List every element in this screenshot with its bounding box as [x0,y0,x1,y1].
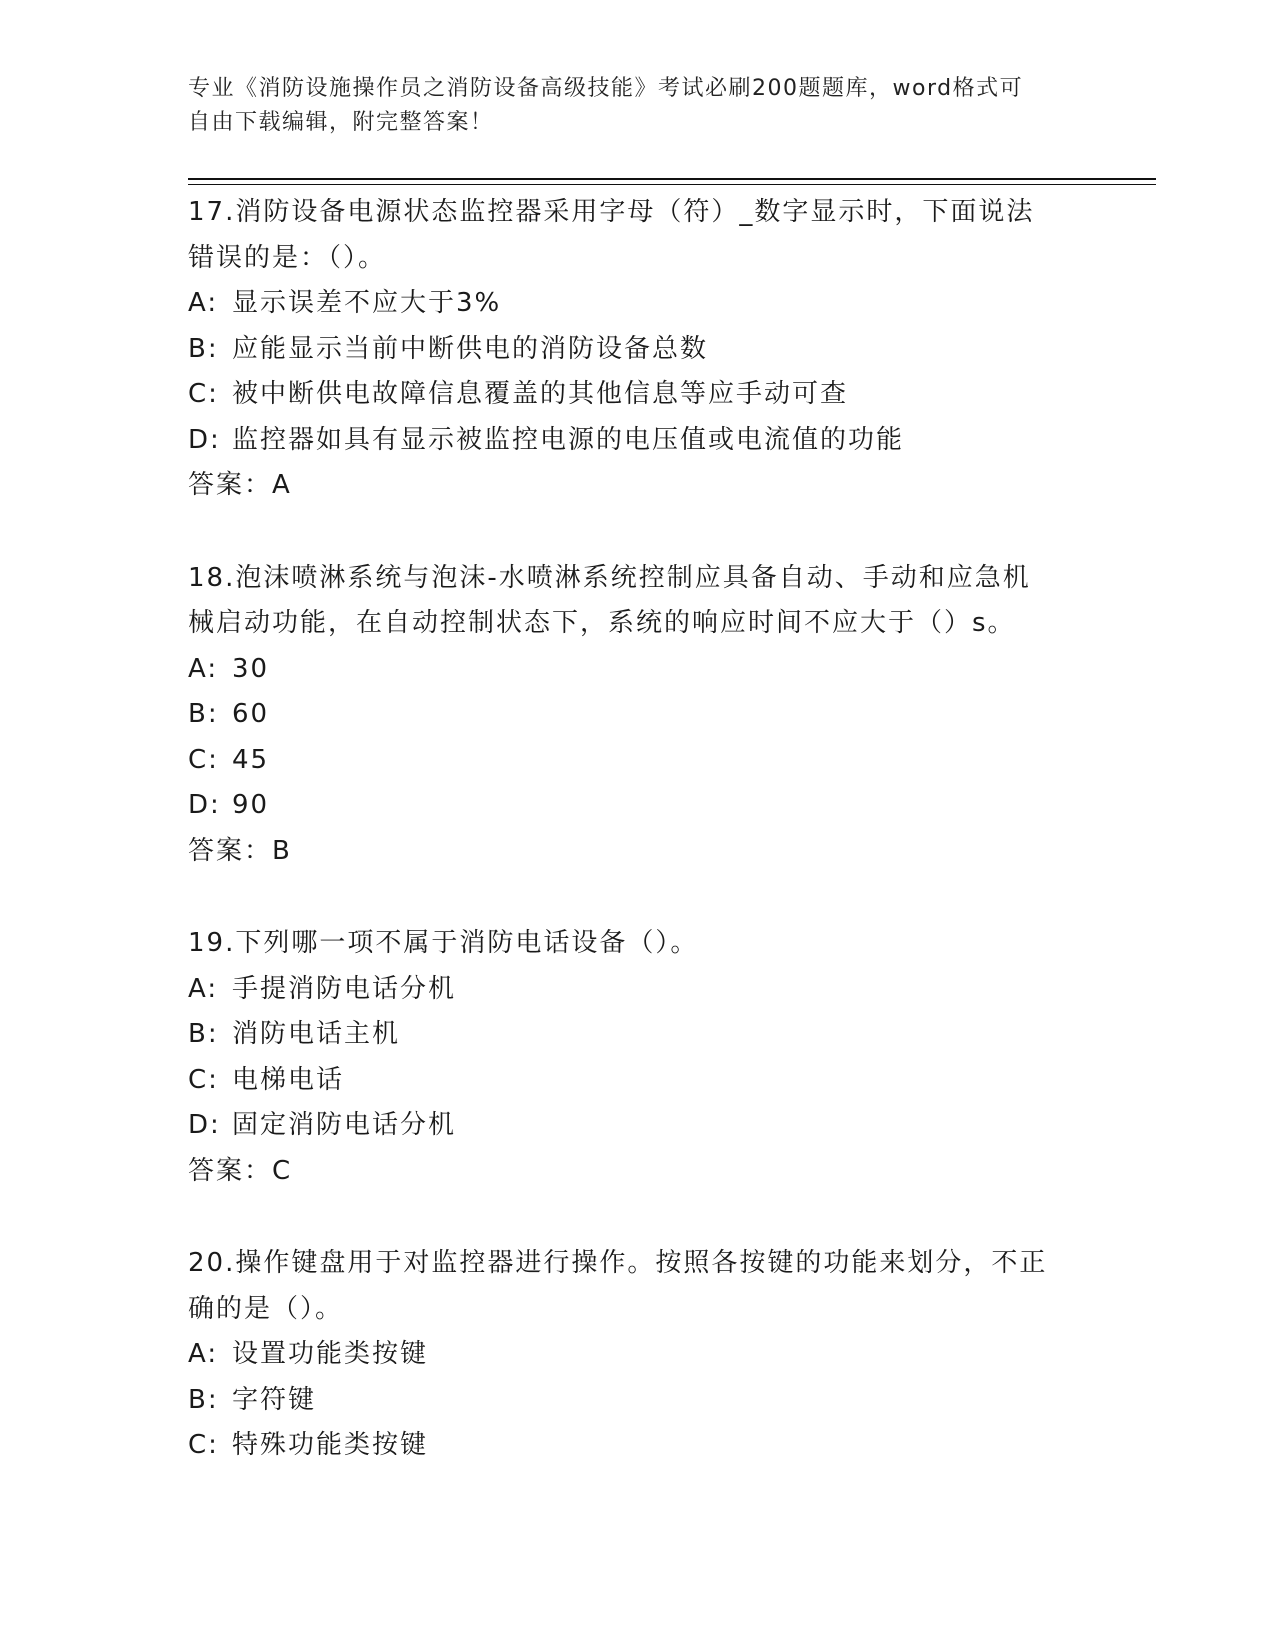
answer-label: 答案： [188,470,273,500]
option-b [188,692,1088,738]
option-c [188,372,1088,418]
option-text: 90 [232,790,270,820]
option-c [188,1423,1088,1469]
option-text: 特殊功能类按键 [232,1430,429,1460]
question-stem [188,190,1088,281]
answer-value: C [272,1155,293,1186]
option-c [188,1058,1088,1104]
stem-line: 错误的是：（）。 [188,242,387,273]
header-divider-thick [188,178,1156,180]
option-text: 设置功能类按键 [232,1339,429,1369]
header-line-2: 自由下载编辑，附完整答案！ [188,110,494,135]
option-text: 固定消防电话分机 [232,1110,457,1140]
stem-line: 械启动功能，在自动控制状态下，系统的响应时间不应大于（）s。 [188,608,1016,638]
option-text: 显示误差不应大于3% [232,288,502,318]
question-20 [188,1241,1088,1469]
option-d [188,1103,1088,1149]
stem-line: 18.泡沫喷淋系统与泡沫-水喷淋系统控制应具备自动、手动和应急机 [188,562,1031,593]
question-stem [188,1241,1088,1332]
option-d [188,418,1088,464]
option-a [188,281,1088,327]
option-letter: C: [188,1064,219,1095]
header-line-1: 专业《消防设施操作员之消防设备高级技能》考试必刷200题题库，word格式可 [188,76,1024,101]
option-b [188,327,1088,373]
answer-value: A [272,470,292,500]
question-18 [188,556,1088,875]
option-letter: A: [188,973,219,1004]
option-letter: D: [188,424,221,455]
option-d [188,783,1088,829]
option-text: 应能显示当前中断供电的消防设备总数 [232,333,709,364]
option-letter: C: [188,1430,219,1460]
question-stem [188,556,1088,647]
option-letter: A: [188,1339,219,1369]
option-letter: B: [188,1384,219,1415]
answer-label: 答案： [188,835,273,866]
option-text: 60 [232,699,270,729]
option-b [188,1378,1088,1424]
document-header [188,72,1088,140]
header-divider-thin [188,184,1156,185]
option-text: 被中断供电故障信息覆盖的其他信息等应手动可查 [232,379,849,409]
option-text: 手提消防电话分机 [232,973,457,1004]
stem-line: 确的是（）。 [188,1293,344,1324]
option-letter: A: [188,653,219,684]
answer-line [188,829,1088,875]
answer-value: B [272,835,292,866]
answer-line [188,1149,1088,1195]
stem-line: 17.消防设备电源状态监控器采用字母（符）_数字显示时，下面说法 [188,197,1035,227]
option-text: 45 [232,744,270,775]
option-letter: B: [188,699,219,729]
option-text: 30 [232,653,270,684]
option-text: 监控器如具有显示被监控电源的电压值或电流值的功能 [232,424,905,455]
option-letter: B: [188,333,219,364]
answer-line [188,463,1088,509]
option-letter: A: [188,288,219,318]
stem-line: 20.操作键盘用于对监控器进行操作。按照各按键的功能来划分，不正 [188,1248,1048,1278]
option-a [188,1332,1088,1378]
option-text: 消防电话主机 [232,1019,401,1049]
option-a [188,967,1088,1013]
answer-label: 答案： [188,1155,273,1186]
option-text: 电梯电话 [232,1064,345,1095]
option-letter: B: [188,1019,219,1049]
option-text: 字符键 [232,1384,317,1415]
option-letter: C: [188,744,219,775]
option-a [188,647,1088,693]
question-stem [188,921,1088,967]
option-letter: D: [188,1110,221,1140]
question-19 [188,921,1088,1194]
stem-line: 19.下列哪一项不属于消防电话设备（）。 [188,928,699,958]
question-17 [188,190,1088,509]
option-c [188,738,1088,784]
question-list [188,190,1088,1516]
option-b [188,1012,1088,1058]
option-letter: D: [188,790,221,820]
option-letter: C: [188,379,219,409]
